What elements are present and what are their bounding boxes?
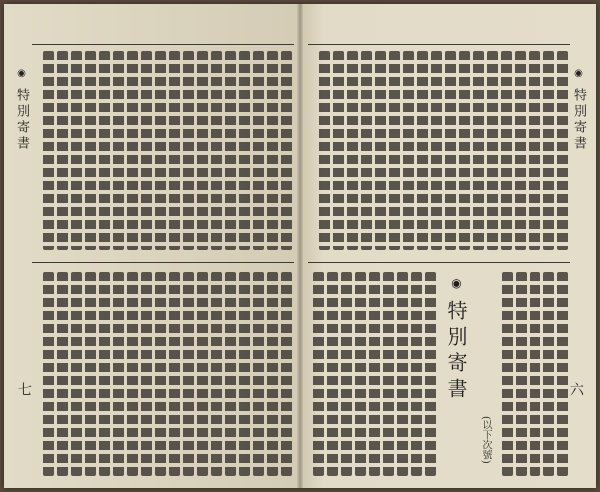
text-column bbox=[113, 272, 124, 476]
text-column bbox=[543, 272, 554, 476]
right-header-text: 特別寄書 bbox=[571, 88, 586, 152]
text-column bbox=[71, 51, 82, 250]
text-column bbox=[516, 272, 527, 476]
text-column bbox=[183, 51, 194, 250]
text-column bbox=[253, 272, 264, 476]
left-lower-text-block bbox=[32, 266, 294, 482]
book-gutter bbox=[297, 4, 303, 488]
right-upper-text-block bbox=[308, 44, 570, 256]
text-column bbox=[155, 51, 166, 250]
article-title bbox=[442, 272, 471, 404]
text-column bbox=[225, 272, 236, 476]
book-spread bbox=[4, 4, 596, 488]
text-column bbox=[473, 51, 484, 250]
title-bullet-icon: ◉ bbox=[449, 276, 464, 296]
text-column bbox=[445, 51, 456, 250]
text-column bbox=[85, 272, 96, 476]
text-column bbox=[501, 51, 512, 250]
text-column bbox=[313, 272, 324, 476]
text-column bbox=[417, 51, 428, 250]
text-column bbox=[502, 272, 513, 476]
text-column bbox=[341, 272, 352, 476]
text-column bbox=[239, 51, 250, 250]
text-column bbox=[431, 51, 442, 250]
left-running-header bbox=[12, 68, 31, 152]
text-column bbox=[333, 51, 344, 250]
text-column bbox=[529, 51, 540, 250]
text-column bbox=[211, 272, 222, 476]
text-column bbox=[369, 272, 380, 476]
text-column bbox=[253, 51, 264, 250]
right-section-rule bbox=[308, 262, 570, 263]
left-section-rule bbox=[32, 262, 294, 263]
text-column bbox=[319, 51, 330, 250]
text-column bbox=[361, 51, 372, 250]
text-column bbox=[281, 272, 292, 476]
text-column bbox=[197, 272, 208, 476]
right-page-number: 六 bbox=[568, 382, 584, 396]
text-column bbox=[383, 272, 394, 476]
text-column bbox=[375, 51, 386, 250]
text-column bbox=[425, 272, 436, 476]
text-column bbox=[141, 272, 152, 476]
text-column bbox=[225, 51, 236, 250]
text-column bbox=[355, 272, 366, 476]
text-column bbox=[169, 272, 180, 476]
text-column bbox=[141, 51, 152, 250]
text-column bbox=[113, 51, 124, 250]
text-column bbox=[267, 51, 278, 250]
text-column bbox=[183, 272, 194, 476]
header-bullet-icon: ◉ bbox=[573, 68, 584, 82]
text-column bbox=[515, 51, 526, 250]
article-title-text: 特別寄書 bbox=[444, 300, 468, 404]
text-column bbox=[389, 51, 400, 250]
text-column bbox=[155, 272, 166, 476]
text-column bbox=[127, 272, 138, 476]
text-column bbox=[487, 51, 498, 250]
left-header-text: 特別寄書 bbox=[14, 88, 29, 152]
text-column bbox=[43, 272, 54, 476]
right-lower-left-text-block bbox=[308, 266, 438, 482]
text-column bbox=[327, 272, 338, 476]
left-page bbox=[4, 4, 300, 488]
text-column bbox=[459, 51, 470, 250]
text-column bbox=[347, 51, 358, 250]
text-column bbox=[99, 51, 110, 250]
text-column bbox=[239, 272, 250, 476]
text-column bbox=[169, 51, 180, 250]
header-bullet-icon: ◉ bbox=[16, 68, 27, 82]
right-running-header bbox=[569, 68, 588, 152]
text-column bbox=[403, 51, 414, 250]
text-column bbox=[99, 272, 110, 476]
text-column bbox=[281, 51, 292, 250]
text-column bbox=[71, 272, 82, 476]
text-column bbox=[57, 51, 68, 250]
text-column bbox=[85, 51, 96, 250]
text-column bbox=[557, 272, 568, 476]
right-page bbox=[300, 4, 596, 488]
continued-note: (以下次號) bbox=[480, 416, 491, 464]
text-column bbox=[197, 51, 208, 250]
right-lower-right-text-block bbox=[500, 266, 570, 482]
text-column bbox=[397, 272, 408, 476]
article-title-block bbox=[442, 272, 471, 404]
left-page-number: 七 bbox=[16, 382, 32, 396]
text-column bbox=[43, 51, 54, 250]
text-column bbox=[267, 272, 278, 476]
text-column bbox=[127, 51, 138, 250]
text-column bbox=[411, 272, 422, 476]
text-column bbox=[530, 272, 541, 476]
text-column bbox=[211, 51, 222, 250]
left-upper-text-block bbox=[32, 44, 294, 256]
text-column bbox=[57, 272, 68, 476]
text-column bbox=[543, 51, 554, 250]
text-column bbox=[557, 51, 568, 250]
